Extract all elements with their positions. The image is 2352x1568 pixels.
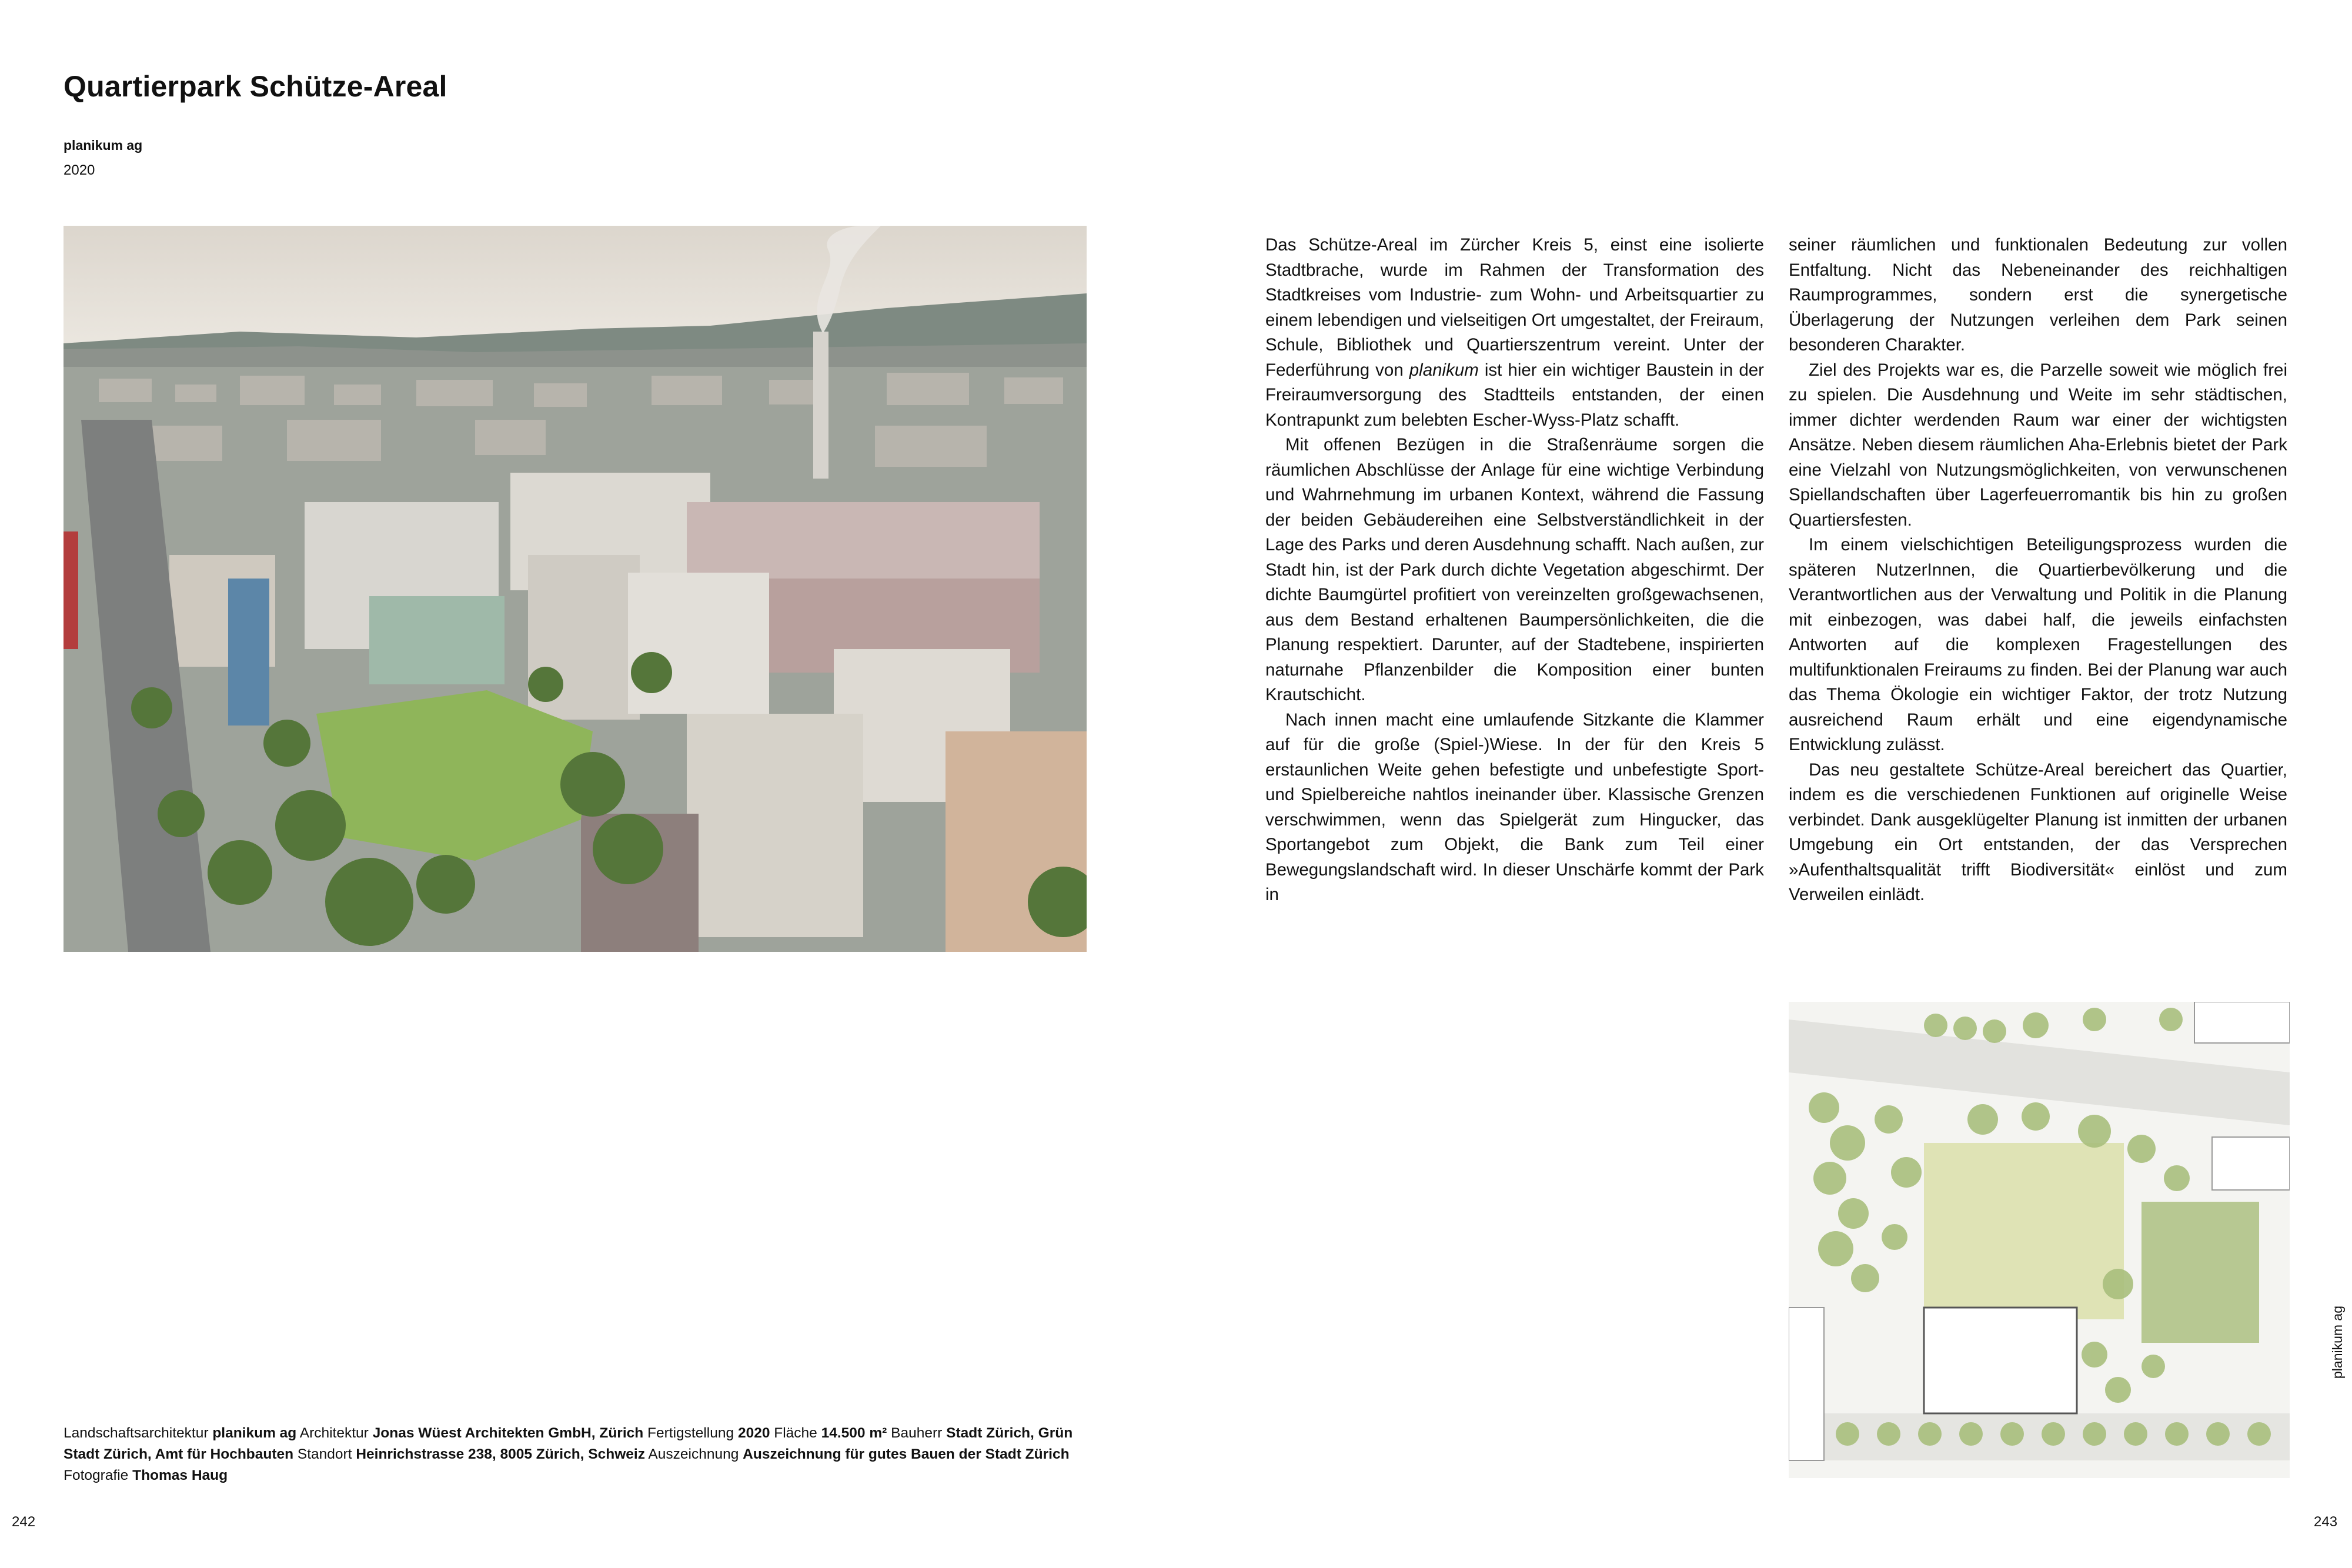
page-number-left: 242: [12, 1514, 36, 1530]
plan-building: [1924, 1308, 2077, 1413]
paragraph: Das Schütze-Areal im Zürcher Kreis 5, einst eine isolierte Stadtbrache, wurde im Rahmen der Transformation des Stadtkreises vom Industrie- zum Wohn- und Arbeitsquartier zu einem lebendigen und vielseitigen Ort umgestaltet, der Freiraum, Schule, Bibliothek und Quartierszentrum vereint. Unter der Federführung von planikum ist hier ein wichtiger Baustein in der Freiraumversorgung des Stadtteils entstanden, der einen Kontrapunkt zum belebten Escher-Wyss-Platz schafft.: [1265, 235, 1764, 430]
page-title: Quartierpark Schütze-Areal: [64, 70, 447, 103]
paragraph: seiner räumlichen und funktionalen Bedeutung zur vollen Entfaltung. Nicht das Nebeneinander des reichhaltigen Raumprogrammes, sondern erst die synergetische Überlagerung der Nutzungen verleihen dem Park seinen besonderen Charakter.: [1789, 235, 2287, 355]
firm-name: planikum ag: [64, 138, 143, 153]
paragraph: Im einem vielschichtigen Beteiligungsprozess wurden die späteren NutzerInnen, die Quartierbevölkerung und die Verantwortlichen aus der Verwaltung und Politik in die Planung mit einbezogen, was dabei half, die jeweils einfachsten Antworten auf die komplexen Fragestellungen des multifunktionalen Freiraums zu finden. Bei der Planung war auch das Thema Ökologie ein wichtiger Faktor, der trotz Nutzung ausreichend Raum erhält und eine eigendynamische Entwicklung zulässt.: [1789, 535, 2287, 754]
paragraph: Mit offenen Bezügen in die Straßenräume sorgen die räumlichen Abschlüsse der Anlage für eine wichtige Verbindung und Wahrnehmung im urbanen Kontext, während die Fassung der beiden Gebäudereihen eine Selbstverständlichkeit in der Lage des Parks und deren Ausdehnung schafft. Nach außen, zur Stadt hin, ist der Park durch dichte Vegetation abgeschirmt. Der dichte Baumgürtel profitiert von vereinzelten großgewachsenen, aus dem Bestand erhaltenen Baumpersönlichkeiten, die die Planung respektiert. Darunter, auf der Stadtebene, inspirierten naturnahe Pflanzenbilder die Komposition einer bunten Krautschicht.: [1265, 435, 1764, 704]
project-year: 2020: [64, 162, 95, 178]
site-plan: [1789, 1002, 2290, 1478]
aerial-photo: [64, 226, 1087, 952]
sports-court: [369, 596, 505, 684]
paragraph: Ziel des Projekts war es, die Parzelle soweit wie möglich frei zu spielen. Die Ausdehnung und Weite im sehr städtischen, immer dichter werdenden Raum war einer der wichtigsten Ansätze. Neben diesem räumlichen Aha-Erlebnis bietet der Park eine Vielzahl von Nutzungsmöglichkeiten, von verwunschenen Spiellandschaften über Lagerfeuerromantik bis hin zu großen Quartiersfesten.: [1789, 360, 2287, 530]
project-credits: Landschaftsarchitektur planikum ag Architektur Jonas Wüest Architekten GmbH, Zürich Fertigstellung 2020 Fläche 14.500 m² Bauherr Stadt Zürich, Grün Stadt Zürich, Amt für Hochbauten Standort Heinrichstrasse 238, 8005 Zürich, Schweiz Auszeichnung Auszeichnung für gutes Bauen der Stadt Zürich Fotografie Thomas Haug: [64, 1425, 1073, 1483]
plan-lawn: [1924, 1143, 2124, 1319]
text-column-2: [1789, 233, 2287, 908]
page-number-right: 243: [2314, 1514, 2338, 1530]
chimney: [813, 332, 828, 479]
plan-sports-field: [2141, 1202, 2259, 1343]
plan-credit: planikum ag: [2330, 1305, 2345, 1379]
text-column-1: [1265, 233, 1764, 908]
paragraph: Das neu gestaltete Schütze-Areal bereichert das Quartier, indem es die verschiedenen Funktionen auf originelle Weise verbindet. Dank ausgeklügelter Planung ist inmitten der urbanen Umgebung ein Ort entstanden, der das Versprechen »Aufenthaltsqualität trifft Biodiversität« einlöst und zum Verweilen einlädt.: [1789, 760, 2287, 904]
paragraph: Nach innen macht eine umlaufende Sitzkante die Klammer auf für die große (Spiel-)Wiese. In der für den Kreis 5 erstaunlichen Weite gehen befestigte und unbefestigte Sport- und Spielbereiche nahtlos ineinander über. Klassische Grenzen verschwimmen, wenn das Spielgerät zum Hingucker, das Sportangebot zum Objekt, die Bank zum Teil einer Bewegungslandschaft wird. In dieser Unschärfe kommt der Park in: [1265, 710, 1764, 904]
